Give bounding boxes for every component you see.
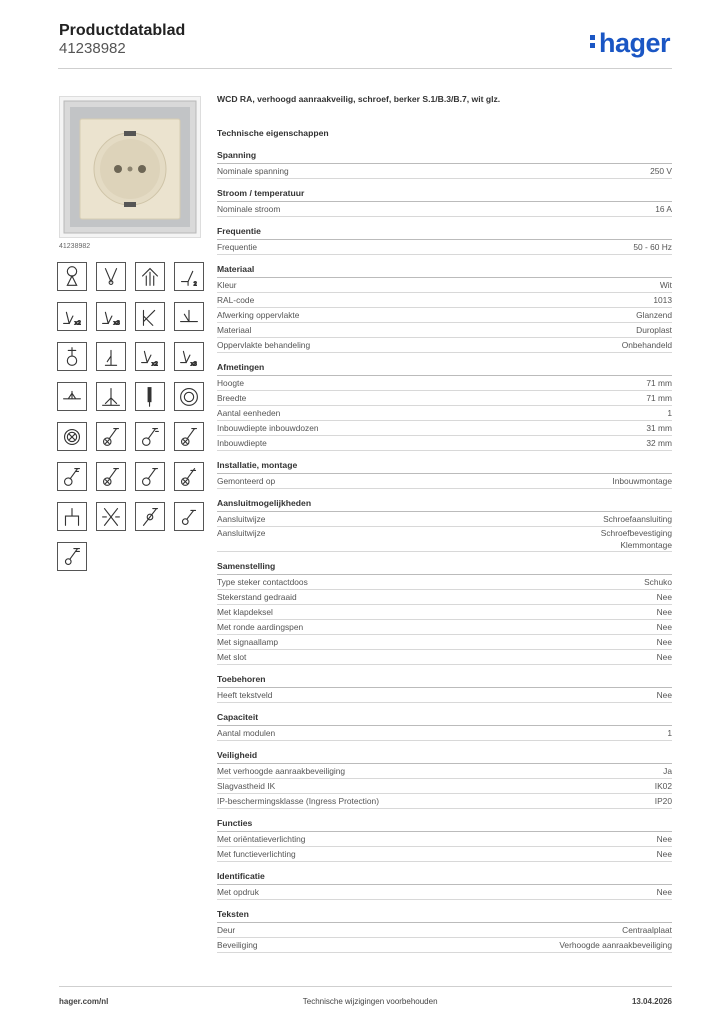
svg-text:2: 2: [193, 281, 197, 288]
article-number: 41238982: [59, 40, 126, 57]
spec-value: Glanzend: [636, 310, 672, 320]
spec-row: [217, 923, 672, 938]
spec-label: Heeft tekstveld: [217, 690, 273, 701]
spec-value: 31 mm: [646, 423, 672, 433]
section-heading: Afmetingen: [217, 362, 672, 376]
spec-row: [217, 832, 672, 847]
spec-value: Nee: [656, 834, 672, 845]
spec-value: Verhoogde aanraakbeveiliging: [559, 940, 672, 951]
spec-label: Materiaal: [217, 325, 252, 335]
switch-symbol-icon: [57, 302, 87, 331]
switch-symbol-icon: [57, 382, 87, 411]
spec-label: IP-beschermingsklasse (Ingress Protection): [217, 796, 379, 807]
switch-symbol-icon: [57, 262, 87, 291]
spec-value: 16 A: [655, 204, 672, 214]
section-heading: Materiaal: [217, 264, 672, 278]
spec-row: [217, 436, 672, 451]
spec-section: [217, 498, 672, 552]
spec-row: [217, 688, 672, 703]
spec-row: [217, 338, 672, 353]
spec-value: 32 mm: [646, 438, 672, 448]
spec-label: RAL-code: [217, 295, 255, 305]
spec-value: Schuko: [644, 577, 672, 588]
spec-value: 1: [667, 408, 672, 418]
symbol-grid: [57, 262, 217, 571]
section-heading: Teksten: [217, 909, 672, 923]
spec-label: Afwerking oppervlakte: [217, 310, 300, 320]
switch-symbol-icon: [57, 342, 87, 371]
key-switch-icon: [135, 462, 165, 491]
footer: [59, 986, 672, 1006]
product-image: [59, 96, 201, 238]
spec-label: Breedte: [217, 393, 247, 403]
spec-value: 71 mm: [646, 378, 672, 388]
spec-value: Nee: [656, 887, 672, 898]
spec-label: Stekerstand gedraaid: [217, 592, 297, 603]
spec-sections: [217, 150, 672, 953]
spec-row: [217, 323, 672, 338]
image-caption: 41238982: [59, 243, 91, 250]
spec-row: [217, 650, 672, 665]
svg-text:x3: x3: [113, 320, 120, 327]
hager-logo: hager: [590, 28, 670, 59]
spec-row: [217, 278, 672, 293]
spec-section: [217, 674, 672, 703]
spec-row: [217, 885, 672, 900]
spec-value: 50 - 60 Hz: [633, 242, 672, 252]
section-heading: Identificatie: [217, 871, 672, 885]
spec-value: IP20: [654, 796, 672, 807]
spec-label: Hoogte: [217, 378, 245, 388]
section-heading: Spanning: [217, 150, 672, 164]
spec-label: Met functieverlichting: [217, 849, 296, 860]
spec-section: [217, 818, 672, 862]
spec-label: Slagvastheid IK: [217, 781, 276, 792]
spec-value: 71 mm: [646, 393, 672, 403]
spec-value: Schroefbevestiging Klemmontage: [600, 528, 672, 550]
spec-label: Aantal modulen: [217, 728, 276, 739]
spec-label: Frequentie: [217, 242, 258, 252]
switch-symbol-icon: [96, 342, 126, 371]
switch-symbol-icon: [174, 382, 204, 411]
switch-symbol-icon: [174, 342, 204, 371]
key-switch-icon: [174, 422, 204, 451]
spec-row: [217, 527, 672, 552]
spec-section: [217, 909, 672, 953]
switch-symbol-icon: [135, 382, 165, 411]
spec-row: [217, 605, 672, 620]
spec-row: [217, 847, 672, 862]
spec-label: Met ronde aardingspen: [217, 622, 304, 633]
spec-value: IK02: [654, 781, 672, 792]
spec-label: Inbouwdiepte inbouwdozen: [217, 423, 319, 433]
key-switch-icon: [57, 542, 87, 571]
spec-row: [217, 308, 672, 323]
spec-label: Met oriëntatieverlichting: [217, 834, 306, 845]
spec-label: Met verhoogde aanraakbeveiliging: [217, 766, 346, 777]
spec-section: [217, 871, 672, 900]
spec-value: Inbouwmontage: [612, 476, 672, 486]
switch-symbol-icon: [135, 262, 165, 291]
spec-value: Schroefaansluiting: [603, 514, 672, 524]
footer-date: 13.04.2026: [631, 997, 672, 1006]
spec-row: [217, 474, 672, 489]
spec-label: Met opdruk: [217, 887, 259, 898]
switch-symbol-icon: [57, 502, 87, 531]
key-switch-icon: [96, 462, 126, 491]
product-title: WCD RA, verhoogd aanraakveilig, schroef, berker S.1/B.3/B.7, wit glz.: [217, 94, 501, 104]
spec-label: Met klapdeksel: [217, 607, 273, 618]
spec-label: Nominale stroom: [217, 204, 281, 214]
tech-title: Technische eigenschappen: [217, 128, 329, 138]
spec-value: Nee: [656, 637, 672, 648]
spec-label: Aansluitwijze: [217, 514, 266, 524]
spec-row: [217, 421, 672, 436]
spec-label: Gemonteerd op: [217, 476, 276, 486]
switch-symbol-icon: [96, 262, 126, 291]
switch-symbol-icon: [96, 502, 126, 531]
spec-label: Oppervlakte behandeling: [217, 340, 311, 350]
spec-section: [217, 150, 672, 179]
spec-content: [217, 94, 672, 962]
switch-symbol-icon: [174, 502, 204, 531]
spec-label: Deur: [217, 925, 236, 936]
spec-row: [217, 620, 672, 635]
spec-value: 1013: [653, 295, 672, 305]
spec-value: Nee: [656, 622, 672, 633]
spec-value: Nee: [656, 592, 672, 603]
spec-row: [217, 376, 672, 391]
spec-value: Nee: [656, 652, 672, 663]
spec-section: [217, 264, 672, 353]
switch-symbol-icon: [135, 502, 165, 531]
spec-row: [217, 590, 672, 605]
spec-row: [217, 764, 672, 779]
spec-label: Beveiliging: [217, 940, 258, 951]
key-switch-icon: [174, 462, 204, 491]
switch-symbol-icon: [174, 262, 204, 291]
header: [59, 22, 185, 58]
spec-label: Nominale spanning: [217, 166, 289, 176]
spec-value: Nee: [656, 607, 672, 618]
key-switch-icon: [57, 462, 87, 491]
spec-value: Centraalplaat: [622, 925, 672, 936]
spec-value: Nee: [656, 849, 672, 860]
spec-row: [217, 164, 672, 179]
key-switch-icon: [96, 422, 126, 451]
spec-label: Aantal eenheden: [217, 408, 281, 418]
spec-row: [217, 202, 672, 217]
spec-row: [217, 512, 672, 527]
spec-value: 250 V: [650, 166, 672, 176]
spec-row: [217, 293, 672, 308]
section-heading: Veiligheid: [217, 750, 672, 764]
spec-label: Inbouwdiepte: [217, 438, 267, 448]
svg-text:x2: x2: [74, 320, 81, 327]
spec-value: Onbehandeld: [621, 340, 672, 350]
footer-website[interactable]: hager.com/nl: [59, 997, 109, 1006]
svg-text:x3: x3: [190, 361, 197, 368]
spec-row: [217, 391, 672, 406]
section-heading: Toebehoren: [217, 674, 672, 688]
spec-section: [217, 362, 672, 451]
page-title: Productdatablad: [59, 22, 186, 39]
spec-row: [217, 406, 672, 421]
spec-label: Kleur: [217, 280, 237, 290]
svg-text:x2: x2: [151, 361, 158, 368]
section-heading: Stroom / temperatuur: [217, 188, 672, 202]
section-heading: Functies: [217, 818, 672, 832]
spec-section: [217, 561, 672, 665]
spec-section: [217, 460, 672, 489]
spec-label: Met slot: [217, 652, 247, 663]
switch-symbol-icon: [96, 302, 126, 331]
spec-value: Duroplast: [636, 325, 672, 335]
spec-row: [217, 938, 672, 953]
switch-symbol-icon: [96, 382, 126, 411]
spec-value: Wit: [659, 280, 672, 290]
key-switch-icon: [135, 422, 165, 451]
footer-disclaimer: Technische wijzigingen voorbehouden: [302, 997, 438, 1006]
section-heading: Installatie, montage: [217, 460, 672, 474]
switch-symbol-icon: [135, 302, 165, 331]
spec-row: [217, 575, 672, 590]
spec-value: Nee: [656, 690, 672, 701]
spec-row: [217, 635, 672, 650]
switch-symbol-icon: [57, 422, 87, 451]
spec-row: [217, 240, 672, 255]
spec-section: [217, 188, 672, 217]
section-heading: Samenstelling: [217, 561, 672, 575]
spec-row: [217, 794, 672, 809]
spec-label: Met signaallamp: [217, 637, 278, 648]
spec-section: [217, 712, 672, 741]
spec-value: 1: [667, 728, 672, 739]
switch-symbol-icon: [174, 302, 204, 331]
switch-symbol-icon: [135, 342, 165, 371]
spec-value: Ja: [663, 766, 672, 777]
spec-row: [217, 779, 672, 794]
spec-label: Type steker contactdoos: [217, 577, 308, 588]
spec-section: [217, 226, 672, 255]
header-divider: [58, 68, 672, 69]
spec-row: [217, 726, 672, 741]
section-heading: Frequentie: [217, 226, 672, 240]
spec-section: [217, 750, 672, 809]
section-heading: Aansluitmogelijkheden: [217, 498, 672, 512]
spec-label: Aansluitwijze: [217, 528, 266, 538]
section-heading: Capaciteit: [217, 712, 672, 726]
